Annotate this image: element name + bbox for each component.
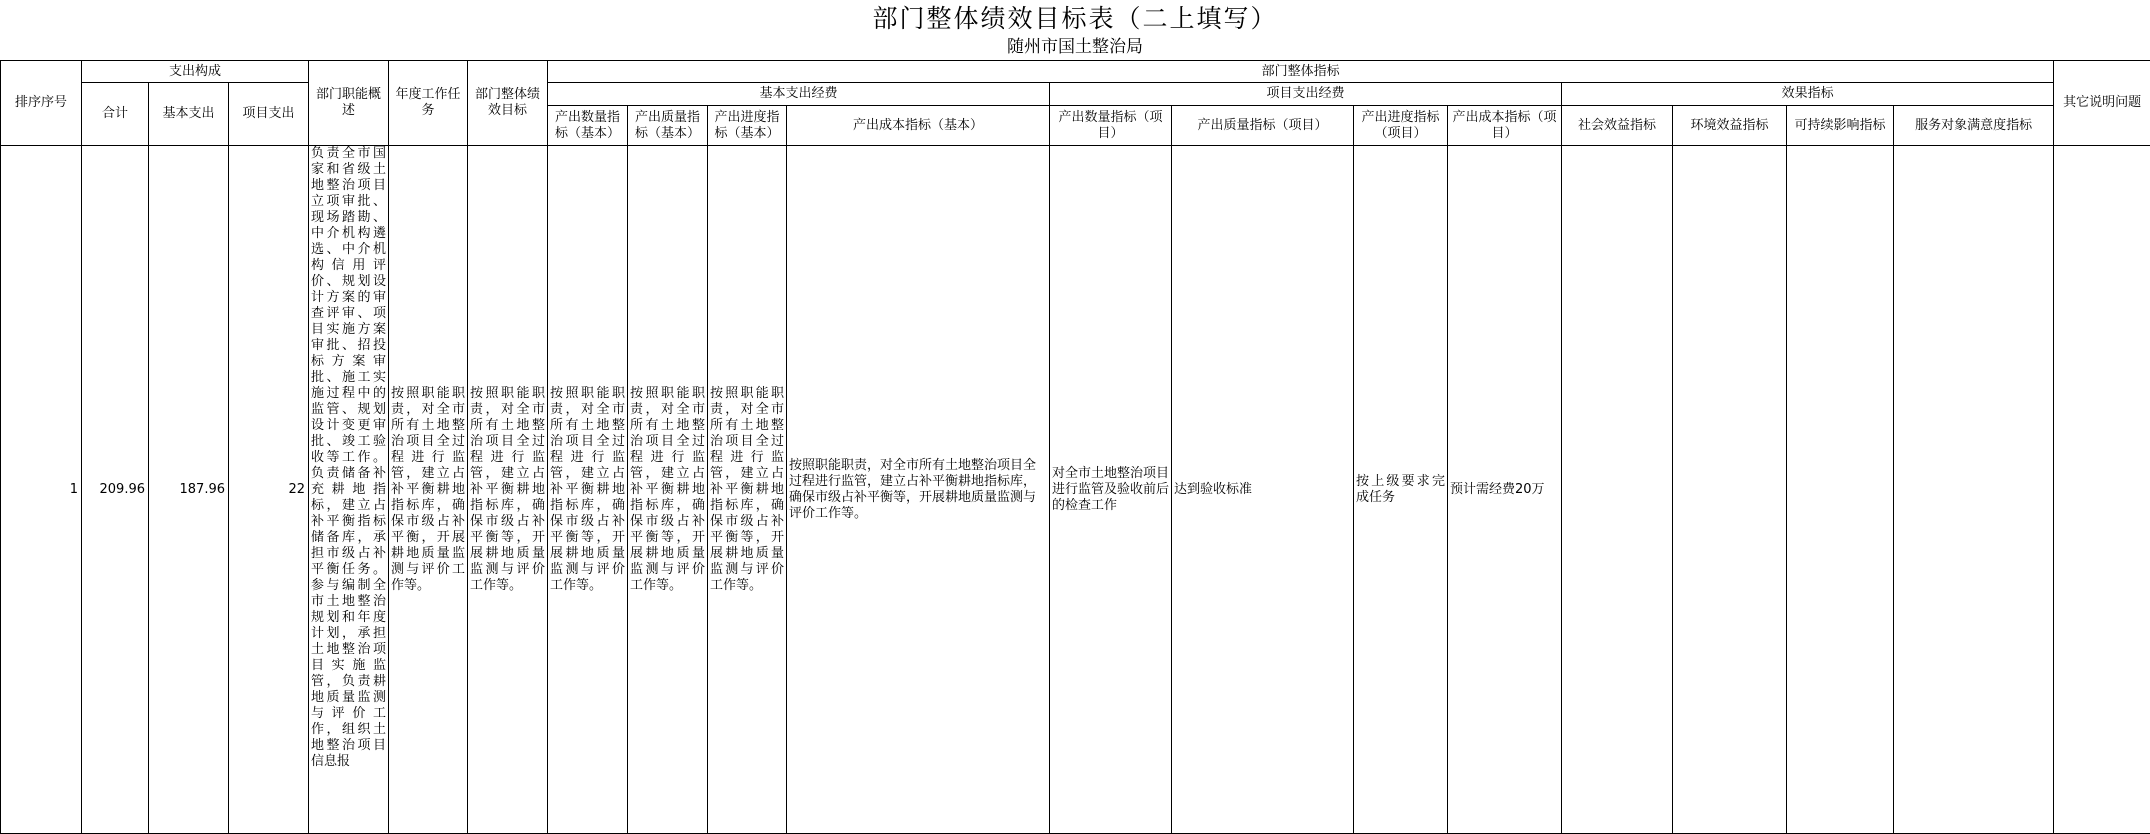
header-annual-tasks: 年度工作任务 (389, 61, 468, 146)
performance-target-table (0, 60, 2150, 834)
header-dept-duties: 部门职能概述 (309, 61, 389, 146)
department-name: 随州市国土整治局 (0, 36, 2150, 58)
header-basic-cost: 产出成本指标（基本） (787, 106, 1050, 146)
header-project-spend: 项目支出 (229, 83, 309, 146)
cell-basic-cost: 按照职能职责，对全市所有土地整治项目全过程进行监管，建立占补平衡耕地指标库，确保市级占补平衡等，开展耕地质量监测与评价工作等。 (787, 146, 1050, 834)
header-proj-progress: 产出进度指标（项目） (1354, 106, 1448, 146)
header-overall-goal: 部门整体绩效目标 (468, 61, 548, 146)
cell-satisfaction (1894, 146, 2054, 834)
header-sustainable: 可持续影响指标 (1787, 106, 1894, 146)
cell-basic-quality: 按照职能职责，对全市所有土地整治项目全过程进行监管，建立占补平衡耕地指标库，确保市级占补平衡等，开展耕地质量监测与评价工作等。 (628, 146, 708, 834)
header-basic-progress: 产出进度指标（基本） (708, 106, 787, 146)
cell-project-spend: 22 (229, 146, 309, 834)
cell-total: 209.96 (82, 146, 149, 834)
cell-sustainable (1787, 146, 1894, 834)
header-proj-quality: 产出质量指标（项目） (1172, 106, 1354, 146)
cell-proj-qty: 对全市土地整治项目进行监管及验收前后的检查工作 (1050, 146, 1172, 834)
cell-basic-qty: 按照职能职责，对全市所有土地整治项目全过程进行监管，建立占补平衡耕地指标库，确保市级占补平衡等，开展耕地质量监测与评价工作等。 (548, 146, 628, 834)
cell-dept-duties: 负责全市国家和省级土地整治项目立项审批、现场踏勘、中介机构遴选、中介机构信用评价、规划设计方案的审查评审、项目实施方案审批、招投标方案审批、施工实施过程中的监管、规划设计变更审批、竣工验收等工作。负责储备补充耕地指标，建立占补平衡指标储备库，承担市级占补平衡任务。参与编制全市土地整治规划和年度计划，承担土地整治项目实施监管，负责耕地质量监测与评价工作，组织土地整治项目信息报 (309, 146, 389, 834)
header-basic-spend: 基本支出 (149, 83, 229, 146)
header-project-funds: 项目支出经费 (1050, 83, 1562, 106)
header-basic-funds: 基本支出经费 (548, 83, 1050, 106)
header-total: 合计 (82, 83, 149, 146)
cell-social (1562, 146, 1673, 834)
cell-other-notes (2054, 146, 2150, 834)
header-proj-qty: 产出数量指标（项目） (1050, 106, 1172, 146)
header-basic-qty: 产出数量指标（基本） (548, 106, 628, 146)
header-overall-indicators: 部门整体指标 (548, 61, 2054, 83)
cell-proj-quality: 达到验收标准 (1172, 146, 1354, 834)
cell-seq: 1 (1, 146, 82, 834)
header-other-notes: 其它说明问题 (2054, 61, 2150, 146)
table-row (1, 146, 2150, 834)
header-proj-cost: 产出成本指标（项目） (1448, 106, 1562, 146)
header-satisfaction: 服务对象满意度指标 (1894, 106, 2054, 146)
cell-basic-spend: 187.96 (149, 146, 229, 834)
header-spend-composition: 支出构成 (82, 61, 309, 83)
header-seq: 排序序号 (1, 61, 82, 146)
header-environment: 环境效益指标 (1673, 106, 1787, 146)
page-title: 部门整体绩效目标表（二上填写） (0, 2, 2150, 36)
cell-proj-cost: 预计需经费20万 (1448, 146, 1562, 834)
cell-environment (1673, 146, 1787, 834)
cell-annual-tasks: 按照职能职责，对全市所有土地整治项目全过程进行监管，建立占补平衡耕地指标库，确保市级占补平衡，开展耕地质量监测与评价工作等。 (389, 146, 468, 834)
cell-basic-progress: 按照职能职责，对全市所有土地整治项目全过程进行监管，建立占补平衡耕地指标库，确保市级占补平衡等，开展耕地质量监测与评价工作等。 (708, 146, 787, 834)
cell-proj-progress: 按上级要求完成任务 (1354, 146, 1448, 834)
header-basic-quality: 产出质量指标（基本） (628, 106, 708, 146)
header-effect-indicators: 效果指标 (1562, 83, 2054, 106)
header-social: 社会效益指标 (1562, 106, 1673, 146)
cell-overall-goal: 按照职能职责，对全市所有土地整治项目全过程进行监管，建立占补平衡耕地指标库，确保市级占补平衡等，开展耕地质量监测与评价工作等。 (468, 146, 548, 834)
